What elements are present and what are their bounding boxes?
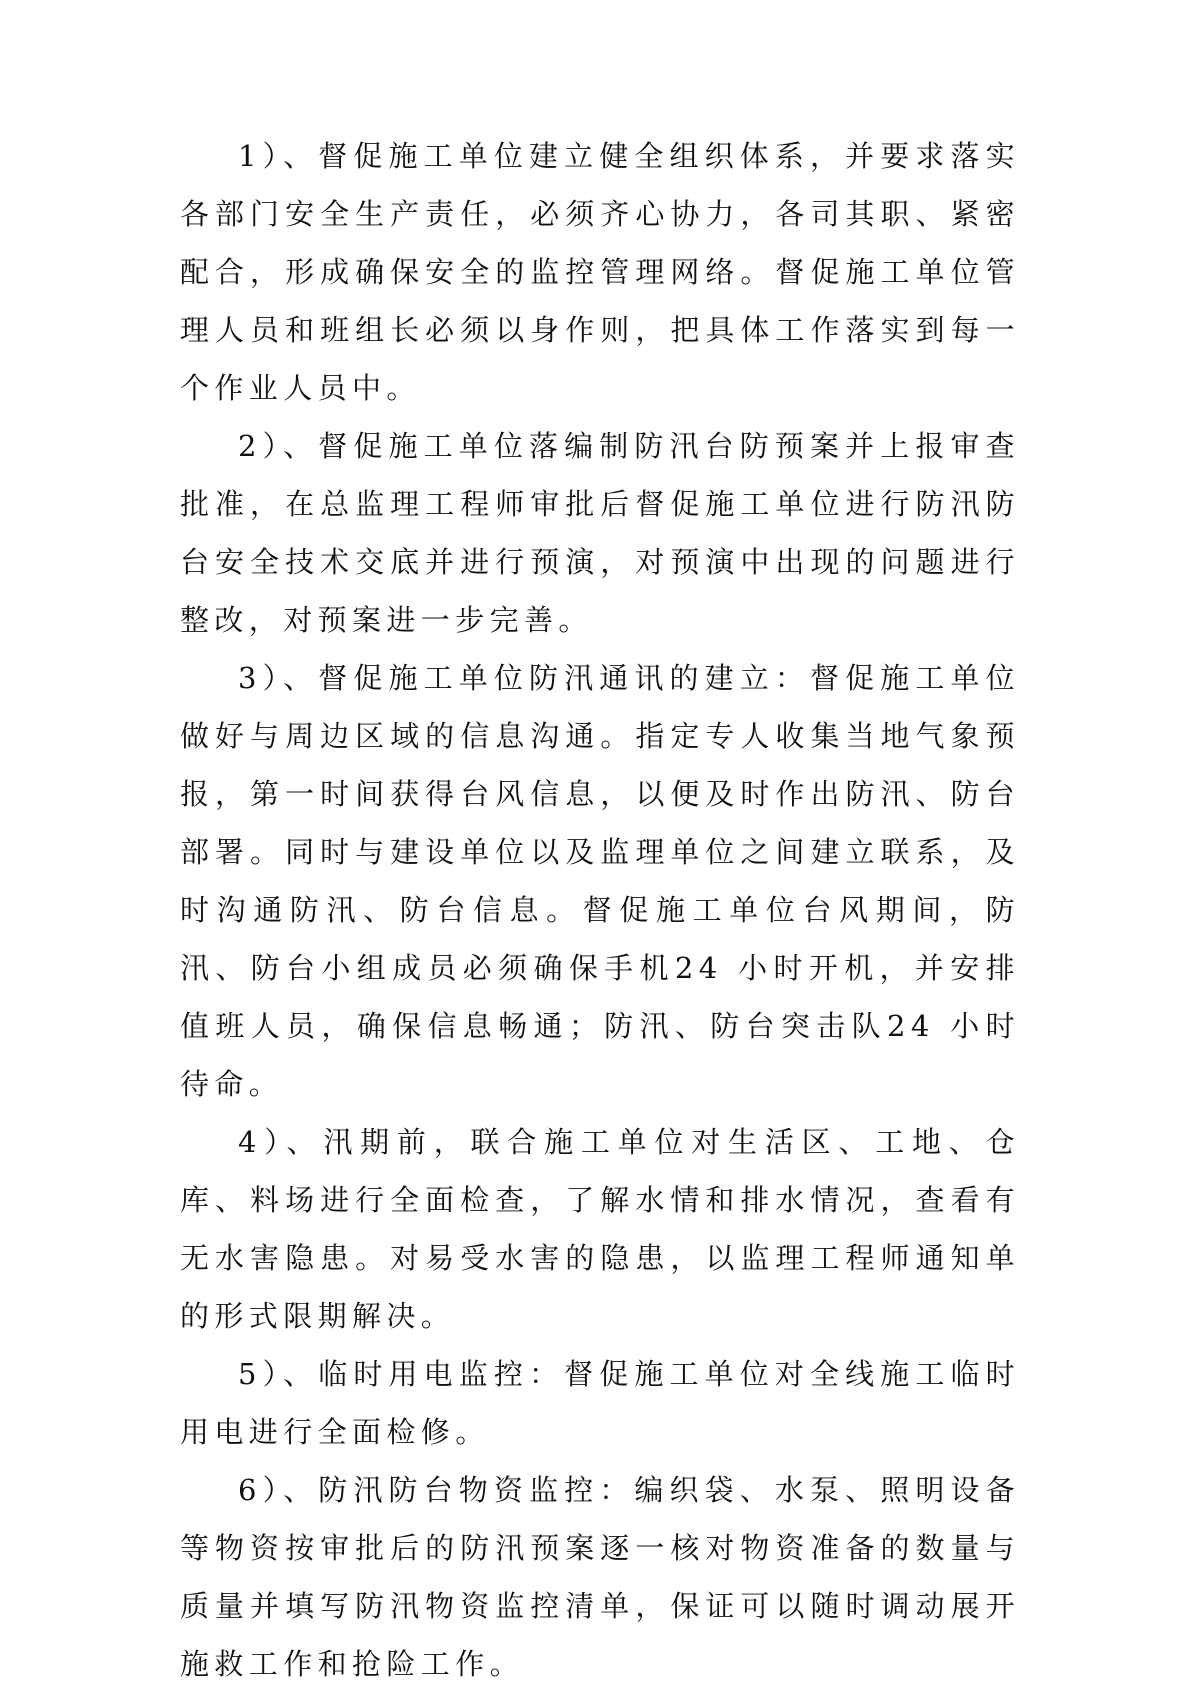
paragraph-6: 6）、防汛防台物资监控：编织袋、水泵、照明设备等物资按审批后的防汛预案逐一核对物资准备的数量与质量并填写防汛物资监控清单，保证可以随时调动展开施救工作和抢险工作。 xyxy=(180,1473,1020,1681)
paragraph-4: 4）、汛期前，联合施工单位对生活区、工地、仓库、料场进行全面检查，了解水情和排水情况，查看有无水害隐患。对易受水害的隐患，以监理工程师通知单的形式限期解决。 xyxy=(180,1125,1020,1333)
paragraph-1: 1）、督促施工单位建立健全组织体系，并要求落实各部门安全生产责任，必须齐心协力，各司其职、紧密配合，形成确保安全的监控管理网络。督促施工单位管理人员和班组长必须以身作则，把具体工作落实到每一个作业人员中。 xyxy=(180,139,1020,405)
paragraph-3: 3）、督促施工单位防汛通讯的建立：督促施工单位做好与周边区域的信息沟通。指定专人收集当地气象预报，第一时间获得台风信息，以便及时作出防汛、防台部署。同时与建设单位以及监理单位之间建立联系，及时沟通防汛、防台信息。督促施工单位台风期间，防汛、防台小组成员必须确保手机24 小时开机，并安排值班人员，确保信息畅通；防汛、防台突击队24 小时待命。 xyxy=(180,661,1020,1101)
paragraph-2: 2）、督促施工单位落编制防汛台防预案并上报审查批准，在总监理工程师审批后督促施工单位进行防汛防台安全技术交底并进行预演，对预演中出现的问题进行整改，对预案进一步完善。 xyxy=(180,429,1020,637)
paragraph-5: 5）、临时用电监控：督促施工单位对全线施工临时用电进行全面检修。 xyxy=(180,1357,1020,1449)
document-body xyxy=(180,127,1020,1693)
